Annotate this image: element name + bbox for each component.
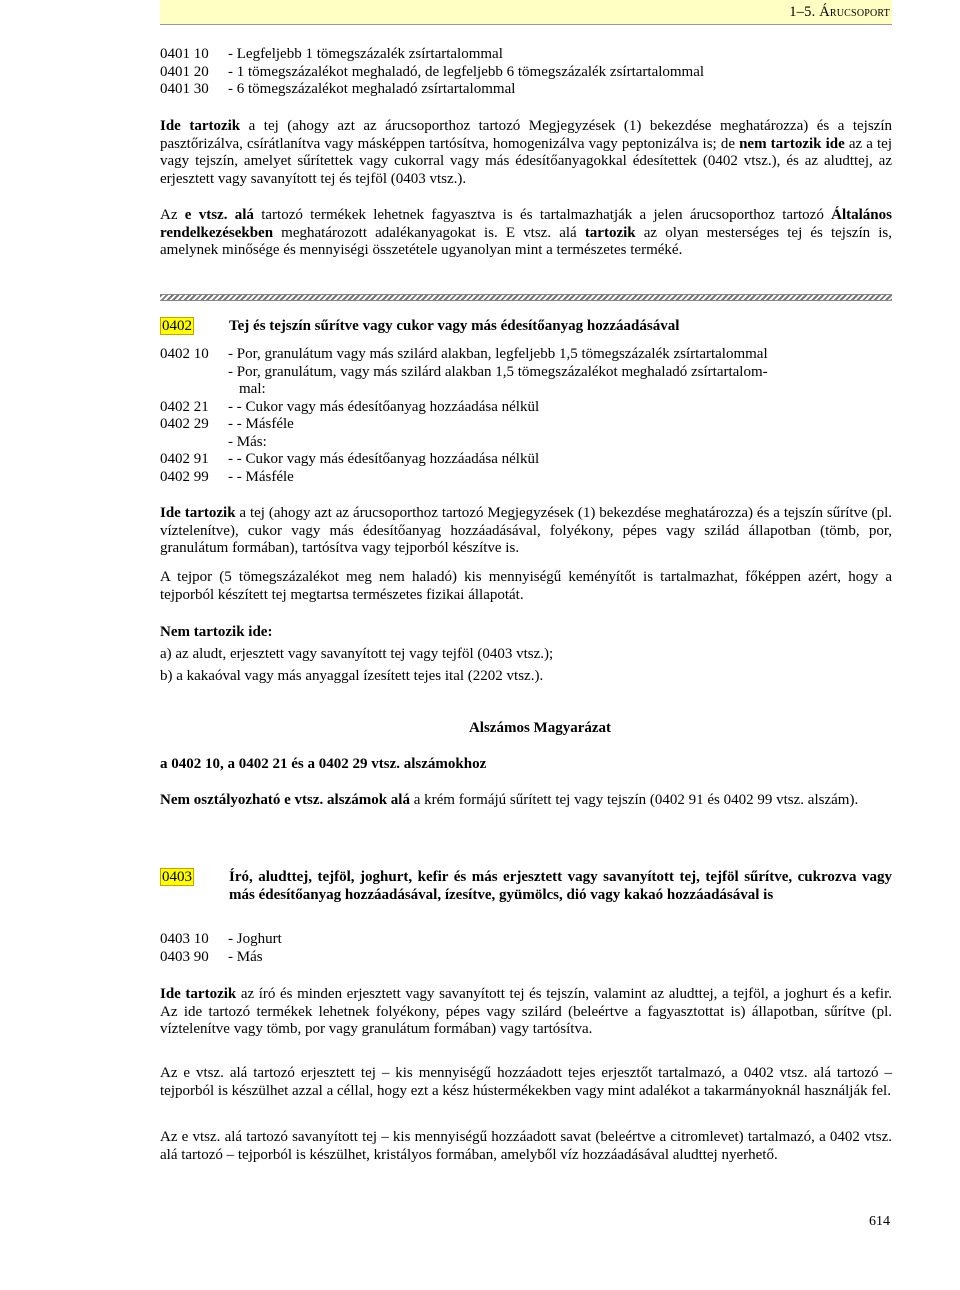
block-0402-subheadings: [160, 346, 892, 486]
paragraph-nem-osztalyozhato: [160, 792, 892, 810]
subheading-text: mal:: [239, 381, 266, 397]
subheading-code: 0402 99: [160, 468, 209, 485]
alszam-subheading: a 0402 10, a 0402 21 és a 0402 29 vtsz. alszámokhoz: [160, 756, 487, 772]
block-0401-subheadings: [160, 46, 892, 99]
subheading-code: 0401 10: [160, 46, 209, 62]
subheading-text: - Legfeljebb 1 tömegszázalék zsírtartalommal: [228, 46, 503, 62]
subheading-text: - - Másféle: [228, 416, 294, 432]
subheading-text: - Joghurt: [228, 931, 282, 947]
bold-text: Ide tartozik: [160, 505, 236, 521]
paragraph-e-vtsz: [160, 207, 892, 260]
heading-code-highlight: 0402: [162, 318, 192, 334]
bold-text: nem tartozik ide: [739, 135, 845, 152]
text: a krém formájú sűrített tej vagy tejszín (0402 91 és 0402 99 vtsz. alszám).: [409, 792, 859, 808]
subheading-code: 0402 91: [160, 451, 209, 467]
subheading-text: - Por, granulátum vagy más szilárd alakban, legfeljebb 1,5 tömegszázalék zsírtartalommal: [228, 346, 768, 362]
subheading-code: 0402 29: [160, 416, 209, 432]
heading-title: Tej és tejszín sűrítve vagy cukor vagy más édesítőanyag hozzáadásával: [229, 318, 680, 334]
bold-text: tartozik: [584, 224, 636, 241]
paragraph-ide-tartozik-0401: [160, 118, 892, 188]
subheading-text: - Más:: [228, 433, 267, 450]
text: az író és minden erjesztett vagy savanyított tej és tejszín, valamint az aludttej, a tejföl, a joghurt és a kefir. Az ide tartozó termékek lehetnek folyékony, pépes vagy szilárd (beleértve a fagyasztottat is) állapotban, sűrítve (pl. víztelenítve vagy tömb, por vagy granulátum formában) vagy tartósítva.: [160, 986, 893, 1037]
subheading-code: 0403 10: [160, 931, 209, 947]
header-section-name: Árucsoport: [819, 4, 890, 20]
text: Az: [160, 207, 185, 223]
page-header: [160, 0, 892, 25]
text: az olyan mesterséges tej és tejszín is, amelynek minősége és mennyiségi összetétele ugyanolyan mint a természetes terméké.: [160, 224, 893, 258]
subheading-text: - 6 tömegszázalékot meghaladó zsírtartalommal: [228, 81, 516, 97]
subheading-line: [160, 64, 892, 82]
paragraph-erjesztett-tej: Az e vtsz. alá tartozó erjesztett tej – kis mennyiségű hozzáadott tejes erjesztőt tartalmazó, a 0402 vtsz. alá tartozó – tejporból is készülhet azzal a céllal, hogy ezt a kész hústermékekben vagy mint adalékot a takarmányoknál használják fel.: [160, 1065, 892, 1099]
heading-0402: [160, 318, 892, 336]
subheading-code: 0403 90: [160, 948, 209, 965]
bold-text: Ide tartozik: [160, 118, 241, 134]
paragraph-ide-tartozik-0402: [160, 505, 892, 558]
subheading-line: [160, 399, 892, 417]
subheading-line: [160, 81, 892, 99]
list-item: b) a kakaóval vagy más anyaggal ízesített tejes ital (2202 vtsz.).: [160, 668, 544, 684]
heading-code-highlight: 0403: [162, 869, 192, 885]
heading-0403: [160, 869, 892, 904]
subheading-line: [160, 346, 892, 364]
subheading-line: [160, 46, 892, 64]
paragraph-tejpor: A tejpor (5 tömegszázalékot meg nem haladó) kis mennyiségű keményítőt is tartalmazhat, főképpen azért, hogy a tejporból készített tej megtartsa természetes fizikai állapotát.: [160, 569, 892, 603]
bold-text: Ide tartozik: [160, 986, 237, 1002]
bold-text: Nem osztályozható e vtsz. alszámok alá: [160, 792, 410, 808]
block-0403-subheadings: [160, 931, 892, 966]
subheading-code: 0401 30: [160, 81, 209, 97]
subheading-line: [160, 469, 892, 487]
subheading-text: - Más: [228, 948, 263, 965]
bold-text: Általános rendelkezésekben: [160, 207, 892, 241]
subheading-text: - - Cukor vagy más édesítőanyag hozzáadása nélkül: [228, 398, 540, 415]
subheading-code: 0402 10: [160, 346, 209, 362]
subheading-text: - - Másféle: [228, 468, 294, 485]
alszamos-heading: Alszámos Magyarázat: [468, 720, 612, 736]
subheading-text: - - Cukor vagy más édesítőanyag hozzáadása nélkül: [228, 451, 540, 467]
header-title: [789, 4, 890, 21]
page-number: 614: [869, 1214, 890, 1229]
section-divider: [160, 294, 892, 301]
subheading-text: - Por, granulátum, vagy más szilárd alakban 1,5 tömegszázalékot meghaladó zsírtartalom-: [228, 363, 768, 380]
subheading-code: 0401 20: [160, 63, 209, 80]
text: meghatározott adalékanyagokat is. E vtsz. alá: [273, 224, 585, 241]
bold-text: e vtsz. alá: [184, 207, 254, 223]
subheading-text: - 1 tömegszázalékot meghaladó, de legfeljebb 6 tömegszázalék zsírtartalommal: [228, 63, 705, 80]
paragraph-savanyitott-tej: Az e vtsz. alá tartozó savanyított tej – kis mennyiségű hozzáadott savat (beleértve a citromlevet) tartalmazó, a 0402 vtsz. alá tartozó – tejporból is készülhet, kristályos formában, amelyből víz hozzáadásával aludttej nyerhető.: [160, 1129, 892, 1163]
paragraph-ide-tartozik-0403: [160, 986, 892, 1039]
subheading-line: [160, 451, 892, 469]
list-item: a) az aludt, erjesztett vagy savanyított tej vagy tejföl (0403 vtsz.);: [160, 646, 554, 662]
text: a tej (ahogy azt az árucsoporthoz tartozó Megjegyzések (1) bekezdése meghatározza) és a tejszín sűrítve (pl. víztelenítve), cukor vagy más édesítőanyag hozzáadásával, folyékony, pépes vagy szilád állapotban (tömb, por, granulátum formában), tartósítva vagy tejporból készítve is.: [160, 505, 893, 556]
header-prefix: 1–5.: [789, 4, 820, 20]
text: a tej (ahogy azt az árucsoporthoz tartozó Megjegyzések (1) bekezdése meghatározza) és a tejszín pasztőrizálva, csírátlanítva vagy másképpen tartósítva, homogenizálva vagy peptonizálva is; de: [160, 118, 892, 152]
text: tartozó termékek lehetnek fagyasztva is és tartalmazhatják a jelen árucsoporthoz tartozó: [253, 207, 832, 223]
subheading-line: [160, 949, 892, 967]
subheading-code: 0402 21: [160, 398, 209, 415]
nem-tartozik-heading: Nem tartozik ide:: [160, 624, 273, 640]
text: az a tej vagy tejszín, amelyet sűrítettek vagy cukorral vagy más édesítőanyagokkal édesítettek (0402 vtsz.), és az aludttej, az erjesztett vagy savanyított tej és tejföl (0403 vtsz.).: [160, 135, 892, 187]
subheading-line: [160, 416, 892, 434]
subheading-line: [160, 931, 892, 949]
heading-title: Író, aludttej, tejföl, joghurt, kefir és más erjesztett vagy savanyított tej, tejföl sűrítve, cukrozva vagy más édesítőanyag hozzáadásával, ízesítve, gyümölcs, dió vagy kakaó hozzáadásával is: [229, 869, 892, 903]
